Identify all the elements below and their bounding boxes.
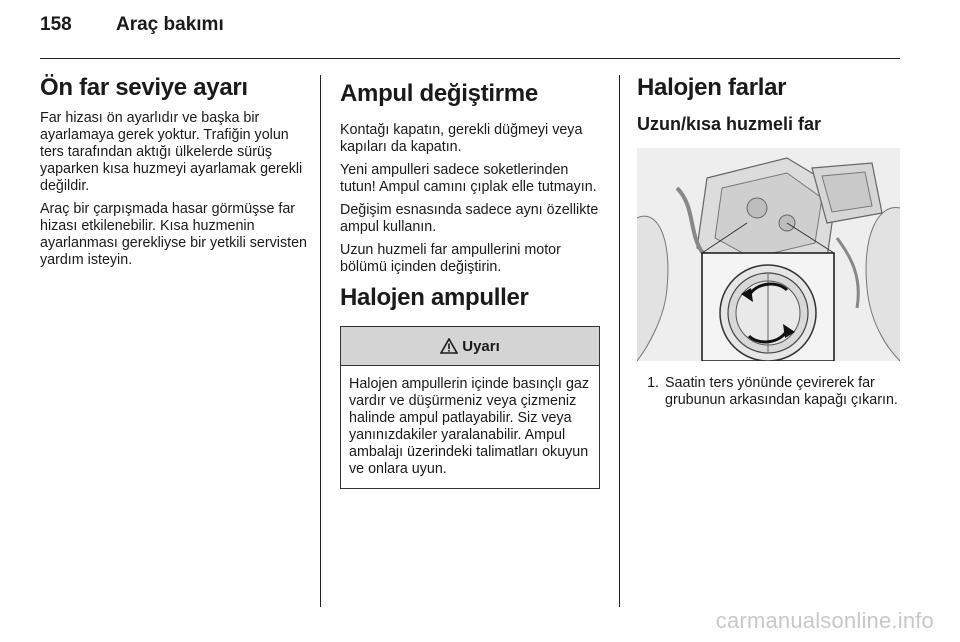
watermark: carmanualsonline.info — [715, 608, 934, 633]
warning-label: Uyarı — [462, 337, 500, 355]
page-number: 158 — [40, 14, 72, 35]
warning-triangle-icon — [440, 338, 458, 354]
list-text: Saatin ters yönünde çevirerek far grubunun arkasından kapağı çıkarın. — [665, 375, 898, 408]
column-headlamp-leveling — [40, 72, 308, 275]
column-divider — [619, 75, 620, 607]
warning-box — [340, 326, 600, 489]
paragraph: Far hizası ön ayarlıdır ve başka bir ayarlamaya gerek yoktur. Trafiğin yolun ters tarafından aktığı ülkelerde sürüş yaparken kısa huzmeyi ayarlamak gerekli değildir. — [40, 110, 303, 194]
list-item — [637, 375, 900, 409]
column-divider — [320, 75, 321, 607]
warning-header — [341, 327, 599, 366]
page-header — [40, 14, 224, 44]
engine-bay-headlamp-cover-illustration — [637, 148, 900, 361]
header-divider — [40, 58, 900, 59]
section-title: Halojen ampuller — [340, 284, 529, 311]
paragraph: Araç bir çarpışmada hasar görmüşse far hizası etkilenebilir. Kısa huzmenin ayarlanması gerekliyse bir yetkili servisten yardım isteyin. — [40, 201, 307, 268]
paragraph: Değişim esnasında sadece aynı özellikte ampul kullanın. — [340, 202, 599, 235]
column-halogen-headlamps — [637, 72, 900, 409]
section-title: Ampul değiştirme — [340, 80, 538, 107]
column-bulb-replacement — [340, 72, 602, 489]
section-title: Ön far seviye ayarı — [40, 74, 248, 101]
list-number: 1. — [647, 375, 659, 391]
paragraph: Yeni ampulleri sadece soketlerinden tutun! Ampul camını çıplak elle tutmayın. — [340, 162, 597, 195]
paragraph: Kontağı kapatın, gerekli düğmeyi veya kapıları da kapatın. — [340, 122, 583, 155]
warning-body — [341, 366, 599, 488]
warning-text: Halojen ampullerin içinde basınçlı gaz vardır ve düşürmeniz veya çizmeniz halinde ampul patlayabilir. Siz veya yanınızdakiler yaralanabilir. Ampul ambalajı üzerindeki talimatları okuyun ve onlara uyun. — [349, 376, 590, 477]
section-title: Halojen farlar — [637, 74, 787, 101]
paragraph: Uzun huzmeli far ampullerini motor bölümü içinden değiştirin. — [340, 242, 561, 275]
chapter-title: Araç bakımı — [116, 14, 224, 35]
subsection-title: Uzun/kısa huzmeli far — [637, 114, 822, 134]
